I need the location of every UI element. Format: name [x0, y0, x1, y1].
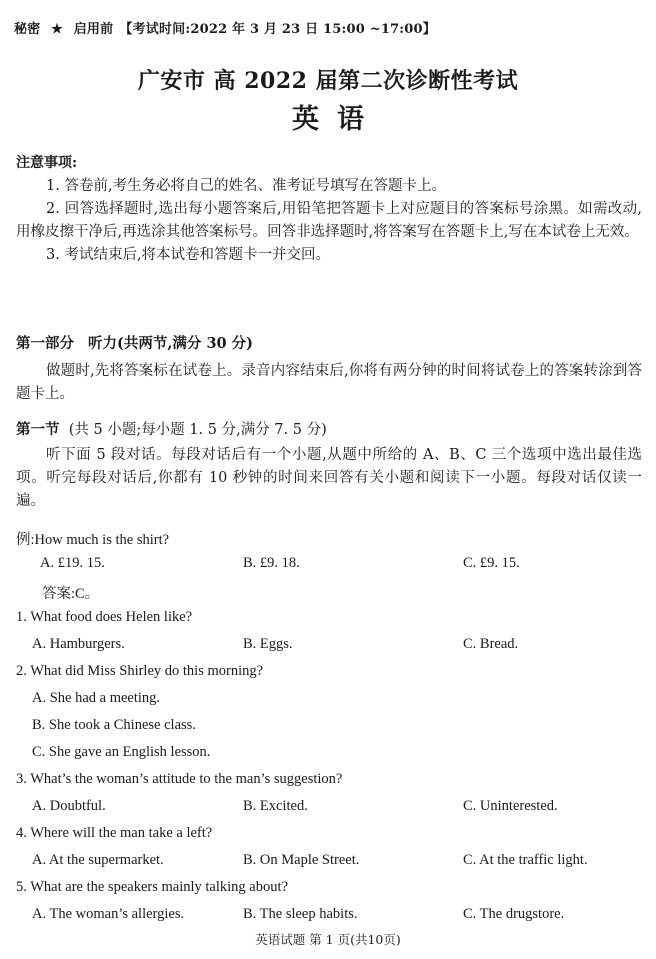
q1-option-b: B. Eggs. — [243, 636, 293, 652]
exam-time: 【考试时间:2022 年 3 月 23 日 15:00 ~17:00】 — [119, 22, 436, 37]
q3-option-c: C. Uninterested. — [463, 798, 558, 814]
question-3-options — [16, 798, 642, 818]
q1-option-c: C. Bread. — [463, 636, 519, 652]
note-item: 1. 答卷前,考生务必将自己的姓名、准考证号填写在答题卡上。 — [46, 178, 447, 194]
part1-instructions: 做题时,先将答案标在试卷上。录音内容结束后,你将有两分钟的时间将试卷上的答案转涂到答题卡上。 — [16, 363, 642, 402]
before-use-label: 启用前 — [73, 22, 114, 37]
example-answer: 答案:C。 — [42, 586, 100, 602]
confidential-header — [14, 18, 442, 37]
question-4: 4. Where will the man take a left? — [16, 825, 213, 841]
question-3: 3. What’s the woman’s attitude to the man’s suggestion? — [16, 771, 343, 787]
question-1: 1. What food does Helen like? — [16, 609, 193, 625]
q2-option-c: C. She gave an English lesson. — [32, 744, 211, 760]
notes-list — [16, 175, 642, 267]
section1-instructions: 听下面 5 段对话。每段对话后有一个小题,从题中所给的 A、B、C 三个选项中选出最佳选项。听完每段对话后,你都有 10 秒钟的时间来回答有关小题和阅读下一小题。每段对话仅读一遍。 — [16, 447, 642, 509]
page-footer: 英语试题 第 1 页(共10页) — [255, 932, 401, 947]
q4-option-a: A. At the supermarket. — [32, 852, 164, 868]
part1-instructions-block — [16, 360, 642, 406]
section1-instructions-block — [16, 444, 642, 513]
star-icon: ★ — [51, 22, 63, 37]
part1-title: 听力(共两节,满分 30 分) — [88, 335, 254, 352]
q4-option-b: B. On Maple Street. — [243, 852, 360, 868]
part1-heading — [16, 332, 642, 355]
question-2: 2. What did Miss Shirley do this morning? — [16, 663, 264, 679]
question-4-options — [16, 852, 642, 872]
section1-info: (共 5 小题;每小题 1. 5 分,满分 7. 5 分) — [68, 422, 327, 438]
exam-title: 广安市 高 2022 届第二次诊断性考试 — [137, 68, 519, 94]
q5-option-c: C. The drugstore. — [463, 906, 565, 922]
note-item: 2. 回答选择题时,选出每小题答案后,用铅笔把答题卡上对应题目的答案标号涂黑。如需改动,用橡皮擦干净后,再选涂其他答案标号。回答非选择题时,将答案写在答题卡上,写在本试卷上无效。 — [16, 201, 642, 240]
q3-option-b: B. Excited. — [243, 798, 308, 814]
secret-label: 秘密 — [14, 22, 41, 37]
q5-option-b: B. The sleep habits. — [243, 906, 358, 922]
q2-option-a: A. She had a meeting. — [32, 690, 161, 706]
section1-heading — [16, 418, 642, 442]
question-5: 5. What are the speakers mainly talking about? — [16, 879, 288, 895]
part1-label: 第一部分 — [16, 335, 74, 352]
q5-option-a: A. The woman’s allergies. — [32, 906, 185, 922]
question-1-options — [16, 636, 642, 656]
q4-option-c: C. At the traffic light. — [463, 852, 588, 868]
question-5-options — [16, 906, 642, 926]
example-option-c: C. £9. 15. — [463, 555, 520, 571]
example-options — [16, 555, 642, 575]
q2-option-b: B. She took a Chinese class. — [32, 717, 196, 733]
section1-label: 第一节 — [16, 421, 60, 438]
q1-option-a: A. Hamburgers. — [32, 636, 125, 652]
notes-heading: 注意事项: — [16, 155, 78, 171]
subject-title: 英语 — [292, 104, 382, 135]
example-option-a: A. £19. 15. — [40, 555, 105, 571]
example-option-b: B. £9. 18. — [243, 555, 300, 571]
q3-option-a: A. Doubtful. — [32, 798, 106, 814]
example-question: 例:How much is the shirt? — [16, 532, 170, 548]
note-item: 3. 考试结束后,将本试卷和答题卡一并交回。 — [46, 247, 331, 263]
